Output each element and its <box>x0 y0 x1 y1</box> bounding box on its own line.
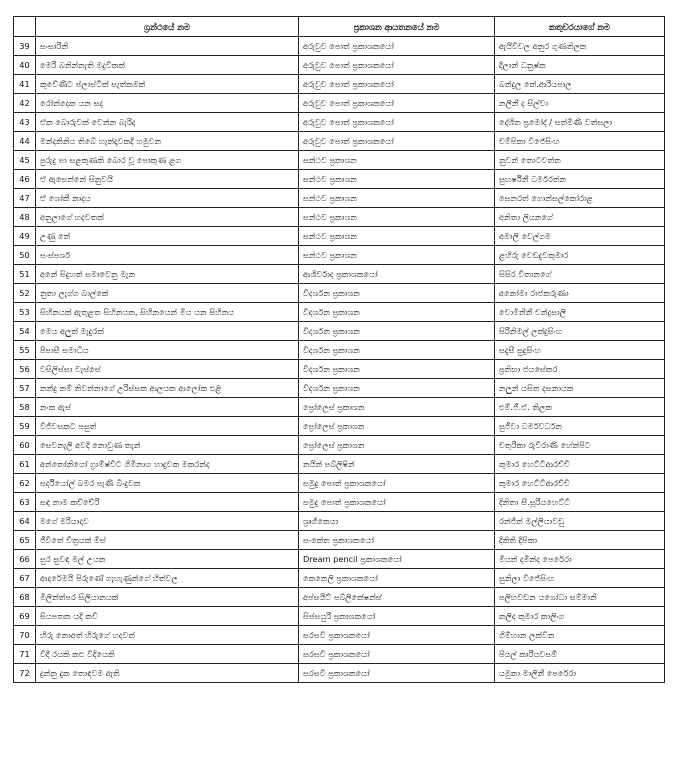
row-number: 47 <box>14 189 36 208</box>
publisher-name: අරුවුව පොත් ප්‍රකාශකයෝ <box>299 75 495 94</box>
row-number: 72 <box>14 664 36 683</box>
author-name: චම්පිකා විජේසිංහ <box>495 132 665 151</box>
author-name: පියල් කාරියවසම් <box>495 645 665 664</box>
author-name: සෙනරත් ගොන්සල්කෝරාළ <box>495 189 665 208</box>
table-row <box>14 531 665 550</box>
book-title: සිහිනයක් ඇතුළත සිහිනයක, සිහිනයෙන් මිය යන සිහිනය <box>36 303 299 322</box>
author-name: නලිනී ද සිල්වා <box>495 94 665 113</box>
book-title: විදී රයකි කළු විදියෙකි <box>36 645 299 664</box>
table-row <box>14 360 665 379</box>
book-title: ඒ ඇසෙන්නේ සිනුවයි <box>36 170 299 189</box>
author-name: සිසිර විතානගේ <box>495 265 665 284</box>
publisher-name: විදර්ශන ප්‍රකාශන <box>299 379 495 398</box>
publisher-name: සරසවි ප්‍රකාශකයෝ <box>299 664 495 683</box>
table-row <box>14 398 665 417</box>
publisher-name: සන්ථව ප්‍රකාශන <box>299 227 495 246</box>
author-name: එම්.ජී.ඒ. තිලක <box>495 398 665 417</box>
book-title: අන්තෝනියෝ ග්‍රාම්ෂ්චිට ගිමිනාග හාදුවක මකරන්ද <box>36 455 299 474</box>
table-row <box>14 322 665 341</box>
author-name: සිරිනිමල් ලක්දුසිංහ <box>495 322 665 341</box>
publisher-name: කෙනෙලි ප්‍රකාශකයෝ <box>299 569 495 588</box>
table-row <box>14 303 665 322</box>
book-list-table <box>13 16 665 683</box>
publisher-name: අරුවුව පොත් ප්‍රකාශකයෝ <box>299 113 495 132</box>
row-number: 46 <box>14 170 36 189</box>
table-row <box>14 645 665 664</box>
publisher-name: අරුවුව පොත් ප්‍රකාශකයෝ <box>299 56 495 75</box>
row-number: 48 <box>14 208 36 227</box>
author-name: ළහිරු වෙඩදුවකුමාර <box>495 246 665 265</box>
table-row <box>14 569 665 588</box>
row-number: 42 <box>14 94 36 113</box>
publisher-name: සිප්සයුරි ප්‍රකාශකයෝ <box>299 607 495 626</box>
row-number: 66 <box>14 550 36 569</box>
book-title: ජීවිතේ චිත්‍රයක් මිස් <box>36 531 299 550</box>
book-title: සර්දියෝල් බමර පැණි බිංදුවක <box>36 474 299 493</box>
author-name: කලිද කුමාර කාලිංග <box>495 607 665 626</box>
row-number: 41 <box>14 75 36 94</box>
book-title: නුතා ලැග්ග බාල්කේ <box>36 284 299 303</box>
publisher-name: විදර්ශන ප්‍රකාශන <box>299 322 495 341</box>
table-row <box>14 227 665 246</box>
author-name: නුවන් තොටවත්ත <box>495 151 665 170</box>
table-row <box>14 607 665 626</box>
author-name: සුහර්ෂිනී ධර්මරත්න <box>495 170 665 189</box>
publisher-name: ප්‍රෝලෙස් ප්‍රකාශන <box>299 398 495 417</box>
row-number: 54 <box>14 322 36 341</box>
table-row <box>14 455 665 474</box>
header-number <box>14 17 36 37</box>
publisher-name: සන්ථව ප්‍රකාශන <box>299 170 495 189</box>
book-title: විජිවසකට පසුත් <box>36 417 299 436</box>
table-row <box>14 284 665 303</box>
publisher-name: සමුදු පොත් ප්‍රකාශකයෝ <box>299 474 495 493</box>
row-number: 65 <box>14 531 36 550</box>
publisher-name: සරසවි ප්‍රකාශකයෝ <box>299 626 495 645</box>
book-title: පිපාසී සමාධිය <box>36 341 299 360</box>
author-name: කුමාර හෙට්ටිආරච්චි <box>495 474 665 493</box>
row-number: 63 <box>14 493 36 512</box>
table-row <box>14 588 665 607</box>
author-name: ගිම්හාන ලක්වින <box>495 626 665 645</box>
book-title: ආදරේමයි පිරුණේ ගැහැණුන්ගේ හිත්වල <box>36 569 299 588</box>
book-title: ඒක බොරුවක් වෙන්න බැරිද <box>36 113 299 132</box>
table-row <box>14 436 665 455</box>
row-number: 56 <box>14 360 36 379</box>
publisher-name: සන්ථව ප්‍රකාශන <box>299 151 495 170</box>
row-number: 53 <box>14 303 36 322</box>
book-title: සඳ නාම කච්චේරි <box>36 493 299 512</box>
row-number: 58 <box>14 398 36 417</box>
book-title: උණු තේ <box>36 227 299 246</box>
row-number: 69 <box>14 607 36 626</box>
book-title: සියපතක යදි කවි <box>36 607 299 626</box>
table-row <box>14 626 665 645</box>
row-number: 40 <box>14 56 36 75</box>
author-name: නලුන් යසිත දසනායක <box>495 379 665 398</box>
table-row <box>14 493 665 512</box>
table-row <box>14 113 665 132</box>
book-title: සෙවනැලි අවදි නොවුණ තැන් <box>36 436 299 455</box>
book-title: මෙය අලුත් මැදුරක් <box>36 322 299 341</box>
book-title: මිලින්ත්පර සිලියානයක් <box>36 588 299 607</box>
book-title: රෝන්දෙක යන සද <box>36 94 299 113</box>
author-name: යමුනා මාලිනී පෙරේරා <box>495 664 665 683</box>
table-row <box>14 208 665 227</box>
author-name: සුනිලා විජේසිංහ <box>495 569 665 588</box>
row-number: 45 <box>14 151 36 170</box>
table-row <box>14 341 665 360</box>
table-row <box>14 417 665 436</box>
row-number: 44 <box>14 132 36 151</box>
book-title: මෙරි බනින්නැති මදුවිකක් <box>36 56 299 75</box>
publisher-name: සන්ථව ප්‍රකාශන <box>299 208 495 227</box>
publisher-name: විදර්ශන ප්‍රකාශන <box>299 284 495 303</box>
header-book-title: ග්‍රන්ථයේ නම <box>36 17 299 37</box>
book-title: අනුලාගේ හදවතක් <box>36 208 299 227</box>
author-name: දේශිත ප්‍රමෝද් / සත්මිණි වත්සලා <box>495 113 665 132</box>
table-row <box>14 132 665 151</box>
table-row <box>14 512 665 531</box>
publisher-name: සන්ථව ප්‍රකාශන <box>299 246 495 265</box>
row-number: 59 <box>14 417 36 436</box>
author-name: වොමිනීනී චන්ද්‍රසාලි <box>495 303 665 322</box>
author-name: සදැසී සුදුසිංහ <box>495 341 665 360</box>
row-number: 60 <box>14 436 36 455</box>
author-name: අනෝමා රාජකරුණා <box>495 284 665 303</box>
author-name: අනිතා ලියනගේ <box>495 208 665 227</box>
publisher-name: සන්ථව ප්‍රකාශන <box>299 189 495 208</box>
publisher-name: අරුවුව පොත් ප්‍රකාශකයෝ <box>299 132 495 151</box>
row-number: 64 <box>14 512 36 531</box>
table-row <box>14 37 665 56</box>
author-name: බන්දුල කේ.ආරියපාල <box>495 75 665 94</box>
author-name: පලිහවඩන යශෝධා සම්මානි <box>495 588 665 607</box>
book-title: මන්දකිනිය තිබේ හැන්දෑවකදී හමුවන <box>36 132 299 151</box>
author-name: දිනිති දිපිකා <box>495 531 665 550</box>
table-row <box>14 474 665 493</box>
row-number: 50 <box>14 246 36 265</box>
book-title: සුර සුවඳ මල් උයන <box>36 550 299 569</box>
publisher-name: විදර්ශන ප්‍රකාශන <box>299 360 495 379</box>
header-publisher: ප්‍රකාශන ආයතනයේ නම <box>299 17 495 37</box>
row-number: 68 <box>14 588 36 607</box>
author-name: චතුරිකා රුවිරාණි හේන්පිට <box>495 436 665 455</box>
row-number: 67 <box>14 569 36 588</box>
row-number: 43 <box>14 113 36 132</box>
row-number: 51 <box>14 265 36 284</box>
author-name: සුජීවා ධර්මවර්ධන <box>495 417 665 436</box>
table-row <box>14 246 665 265</box>
publisher-name: ප්‍රෝලෙස් ප්‍රකාශන <box>299 436 495 455</box>
row-number: 61 <box>14 455 36 474</box>
table-row <box>14 94 665 113</box>
author-name: රන්ජිත් මල්ලියාවඩු <box>495 512 665 531</box>
publisher-name: අප්සයිට් පබ්ලිකේෂන්ස් <box>299 588 495 607</box>
author-name: දිලාන් ධනුෂ්ක <box>495 56 665 75</box>
publisher-name: ආශිර්වාද ප්‍රකාශකයෝ <box>299 265 495 284</box>
author-name: දිනිතා සී.සූරියහෙට්ටි <box>495 493 665 512</box>
book-title: සංස්පර්ශ <box>36 246 299 265</box>
author-name: ප්‍රතිභා ජයසේකර <box>495 360 665 379</box>
publisher-name: Dream pencil ප්‍රකාශකයෝ <box>299 550 495 569</box>
publisher-name: ශ්‍රෘගීකෙයා <box>299 512 495 531</box>
header-author: කතුවරයාගේ නම <box>495 17 665 37</box>
author-name: ඇයිවිවල අනුර ගුණතිලක <box>495 37 665 56</box>
table-row <box>14 189 665 208</box>
author-name: මියන් දමින්ද පෙරේරා <box>495 550 665 569</box>
table-row <box>14 550 665 569</box>
author-name: අමාලි වෙල්ගම <box>495 227 665 246</box>
book-title: නන්දු නම් තිවන්නාගේ උරිස්සක ආලයක ආලෝක එළි <box>36 379 299 398</box>
table-row <box>14 379 665 398</box>
publisher-name: අරුවුව පොත් ප්‍රකාශකයෝ <box>299 37 495 56</box>
table-row <box>14 151 665 170</box>
author-name: කුමාර හෙට්ටිආරච්චි <box>495 455 665 474</box>
book-title: ඒ ශෝකී නාදය <box>36 189 299 208</box>
row-number: 52 <box>14 284 36 303</box>
book-title: හිරු නොඅත් හිරුගේ හදවත් <box>36 626 299 645</box>
table-body <box>14 37 665 683</box>
row-number: 39 <box>14 37 36 56</box>
publisher-name: අරුවුව පොත් ප්‍රකාශකයෝ <box>299 94 495 113</box>
row-number: 55 <box>14 341 36 360</box>
publisher-name: ප්‍රෝලෙස් ප්‍රකාශන <box>299 417 495 436</box>
publisher-name: විදර්ශන ප්‍රකාශන <box>299 341 495 360</box>
book-title: පුරුදු පා සළකුණකි බොර වූ පොකුණ ළග <box>36 151 299 170</box>
row-number: 62 <box>14 474 36 493</box>
table-row <box>14 265 665 284</box>
book-title: අනේ සිදුහත් සමාවෙනු මැන <box>36 265 299 284</box>
table-row <box>14 75 665 94</box>
book-title: වසිලිස්සා වැස්සේ <box>36 360 299 379</box>
publisher-name: නයින් පබ්ලිෂින් <box>299 455 495 474</box>
book-title: දුන්නු දුක තොඳවම ඇති <box>36 664 299 683</box>
publisher-name: සරසවි ප්‍රකාශකයෝ <box>299 645 495 664</box>
book-title: නංක ඇස් <box>36 398 299 417</box>
row-number: 70 <box>14 626 36 645</box>
table-row <box>14 170 665 189</box>
book-title: සංසාරිනි <box>36 37 299 56</box>
table-row <box>14 56 665 75</box>
row-number: 49 <box>14 227 36 246</box>
table-row <box>14 664 665 683</box>
row-number: 57 <box>14 379 36 398</box>
header-row <box>14 17 665 37</box>
publisher-name: විදර්ශන ප්‍රකාශන <box>299 303 495 322</box>
publisher-name: සංකේත ප්‍රකාශකයෝ <box>299 531 495 550</box>
book-title: කුවේණිට ප්ලාස්ටික් සැත්කමක් <box>36 75 299 94</box>
publisher-name: සමුදු පොත් ප්‍රකාශකයෝ <box>299 493 495 512</box>
book-title: මගේ මරියාදාව <box>36 512 299 531</box>
row-number: 71 <box>14 645 36 664</box>
